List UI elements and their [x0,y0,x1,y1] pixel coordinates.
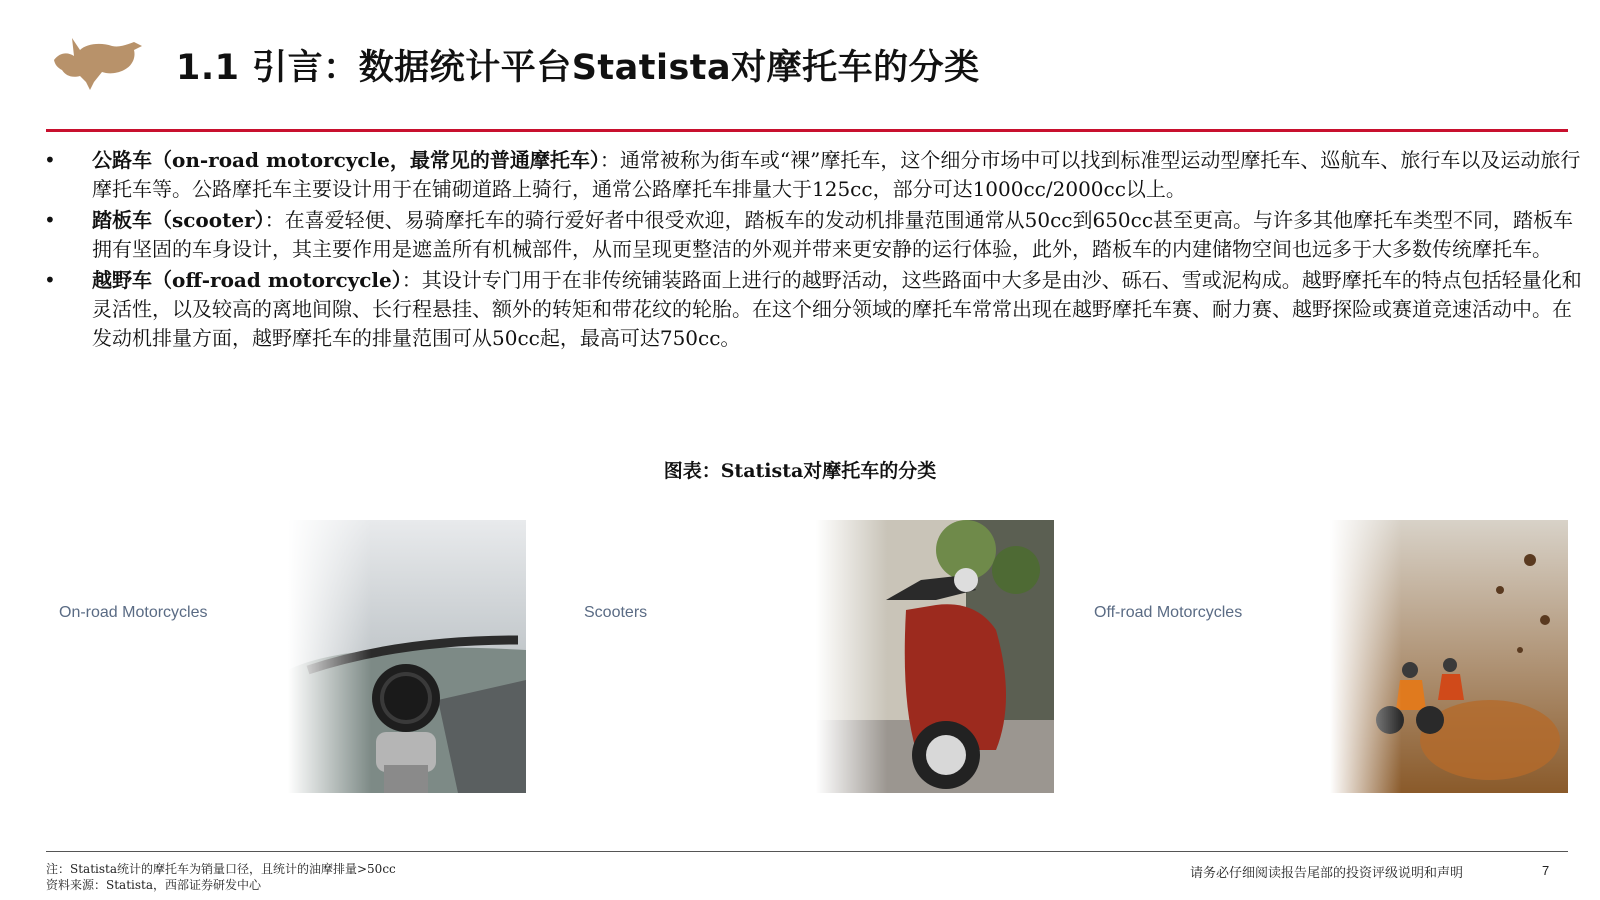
bullet-dot: • [44,268,56,292]
on-road-motorcycle-photo [288,520,526,793]
bullet-list [44,146,1584,355]
footer-divider [46,851,1568,852]
source-note: 资料来源：Statista，西部证券研发中心 [46,878,261,892]
disclaimer: 请务必仔细阅读报告尾部的投资评级说明和声明 [1190,866,1464,881]
category-label-off-road: Off-road Motorcycles [1094,604,1243,621]
off-road-motorcycle-photo [1330,520,1568,793]
category-label-on-road: On-road Motorcycles [59,604,208,621]
bullet-dot: • [44,208,56,232]
bullet-on-road [44,146,1584,204]
bullet-term: 越野车（off-road motorcycle） [92,268,402,292]
category-label-scooters: Scooters [584,604,648,621]
bullet-term: 公路车（on-road motorcycle，最常见的普通摩托车） [92,148,600,172]
bullet-text: ：在喜爱轻便、易骑摩托车的骑行爱好者中很受欢迎，踏板车的发动机排量范围通常从50cc到650cc甚至更高。与许多其他摩托车类型不同，踏板车拥有坚固的车身设计，其主要作用是遮盖所有机械部件，从而呈现更整洁的外观并带来更安静的运行体验，此外，踏板车的内建储物空间也远多于大多数传统摩托车。 [92,208,1574,261]
scooter-photo [816,520,1054,793]
page-number: 7 [1542,863,1550,878]
bullet-off-road [44,266,1584,353]
page-title: 1.1 引言：数据统计平台Statista对摩托车的分类 [176,48,980,88]
bullet-dot: • [44,148,56,172]
bullet-text: ：其设计专门用于在非传统铺装路面上进行的越野活动，这些路面中大多是由沙、砾石、雪或泥构成。越野摩托车的特点包括轻量化和灵活性，以及较高的离地间隙、长行程悬挂、额外的转矩和带花纹的轮胎。在这个细分领域的摩托车常常出现在越野摩托车赛、耐力赛、越野探险或赛道竞速活动中。在发动机排量方面，越野摩托车的排量范围可从50cc起，最高可达750cc。 [92,268,1582,350]
bull-logo [50,30,145,92]
figure-title: 图表：Statista对摩托车的分类 [663,460,937,482]
footnote: 注：Statista统计的摩托车为销量口径，且统计的油摩排量>50cc [46,862,396,876]
title-divider [46,129,1568,132]
bullet-text: ：通常被称为街车或“裸”摩托车，这个细分市场中可以找到标准型运动型摩托车、巡航车、旅行车以及运动旅行摩托车等。公路摩托车主要设计用于在铺砌道路上骑行，通常公路摩托车排量大于125cc，部分可达1000cc/2000cc以上。 [92,148,1581,201]
bullet-scooter [44,206,1584,264]
bullet-term: 踏板车（scooter） [92,208,265,232]
